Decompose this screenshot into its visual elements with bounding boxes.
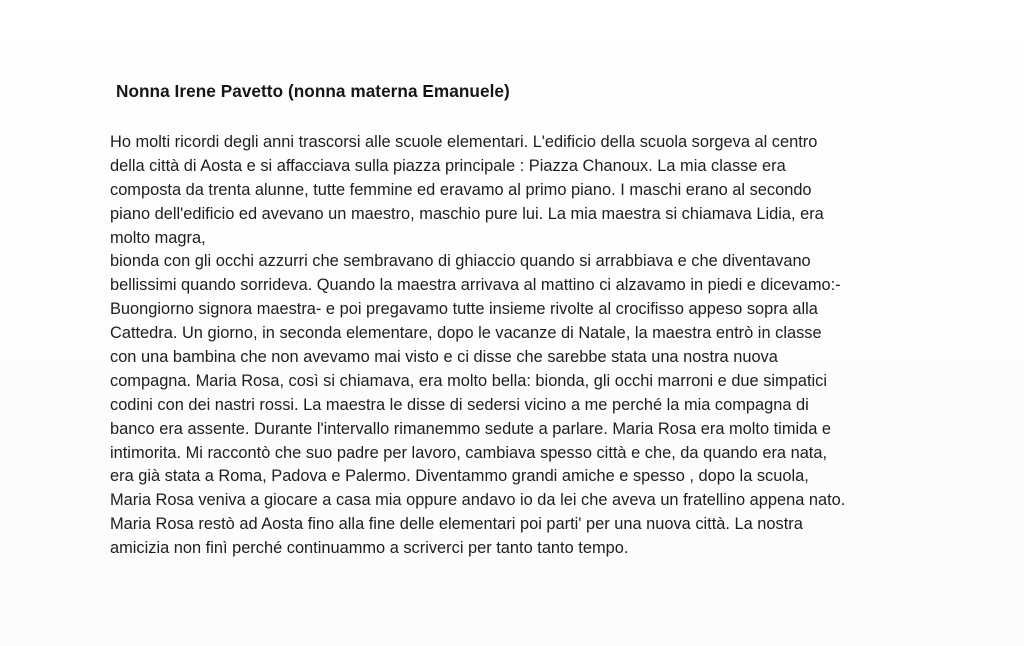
text-line: composta da trenta alunne, tutte femmine ed eravamo al primo piano. I maschi erano al secondo bbox=[110, 180, 812, 199]
text-line: Cattedra. Un giorno, in seconda elementare, dopo le vacanze di Natale, la maestra entrò in classe bbox=[110, 324, 822, 343]
text-line: della città di Aosta e si affacciava sulla piazza principale : Piazza Chanoux. La mia classe era bbox=[110, 156, 786, 175]
text-line: Buongiorno signora maestra- e poi pregavamo tutte insieme rivolte al crocifisso appeso sopra alla bbox=[110, 300, 818, 319]
text-line: bionda con gli occhi azzurri che sembravano di ghiaccio quando si arrabbiava e che diventavano bbox=[110, 252, 811, 271]
text-line: con una bambina che non avevamo mai visto e ci disse che sarebbe stata una nostra nuova bbox=[110, 348, 778, 367]
text-line: Maria Rosa restò ad Aosta fino alla fine delle elementari poi parti' per una nuova città. La nostra bbox=[110, 515, 803, 534]
text-line: era già stata a Roma, Padova e Palermo. Diventammo grandi amiche e spesso , dopo la scuola, bbox=[110, 467, 809, 486]
text-line: bellissimi quando sorrideva. Quando la maestra arrivava al mattino ci alzavamo in piedi e dicevamo:- bbox=[110, 276, 841, 295]
text-line: codini con dei nastri rossi. La maestra le disse di sedersi vicino a me perché la mia compagna di bbox=[110, 395, 809, 414]
text-line: molto magra, bbox=[110, 228, 206, 247]
text-line: Maria Rosa veniva a giocare a casa mia oppure andavo io da lei che aveva un fratellino appena nato. bbox=[110, 491, 846, 510]
text-line: piano dell'edificio ed avevano un maestro, maschio pure lui. La mia maestra si chiamava Lidia, era bbox=[110, 204, 824, 223]
text-line: amicizia non finì perché continuammo a scriverci per tanto tanto tempo. bbox=[110, 539, 629, 558]
text-line: banco era assente. Durante l'intervallo rimanemmo sedute a parlare. Maria Rosa era molto timida e bbox=[110, 419, 832, 438]
text-line: compagna. Maria Rosa, così si chiamava, era molto bella: bionda, gli occhi marroni e due simpatici bbox=[110, 371, 827, 390]
text-line: intimorita. Mi raccontò che suo padre per lavoro, cambiava spesso città e che, da quando era nata, bbox=[110, 443, 828, 462]
text-line: Ho molti ricordi degli anni trascorsi alle scuole elementari. L'edificio della scuola sorgeva al centro bbox=[110, 133, 818, 151]
document-body bbox=[110, 131, 990, 561]
document-title: Nonna Irene Pavetto (nonna materna Emanuele) bbox=[116, 81, 510, 101]
